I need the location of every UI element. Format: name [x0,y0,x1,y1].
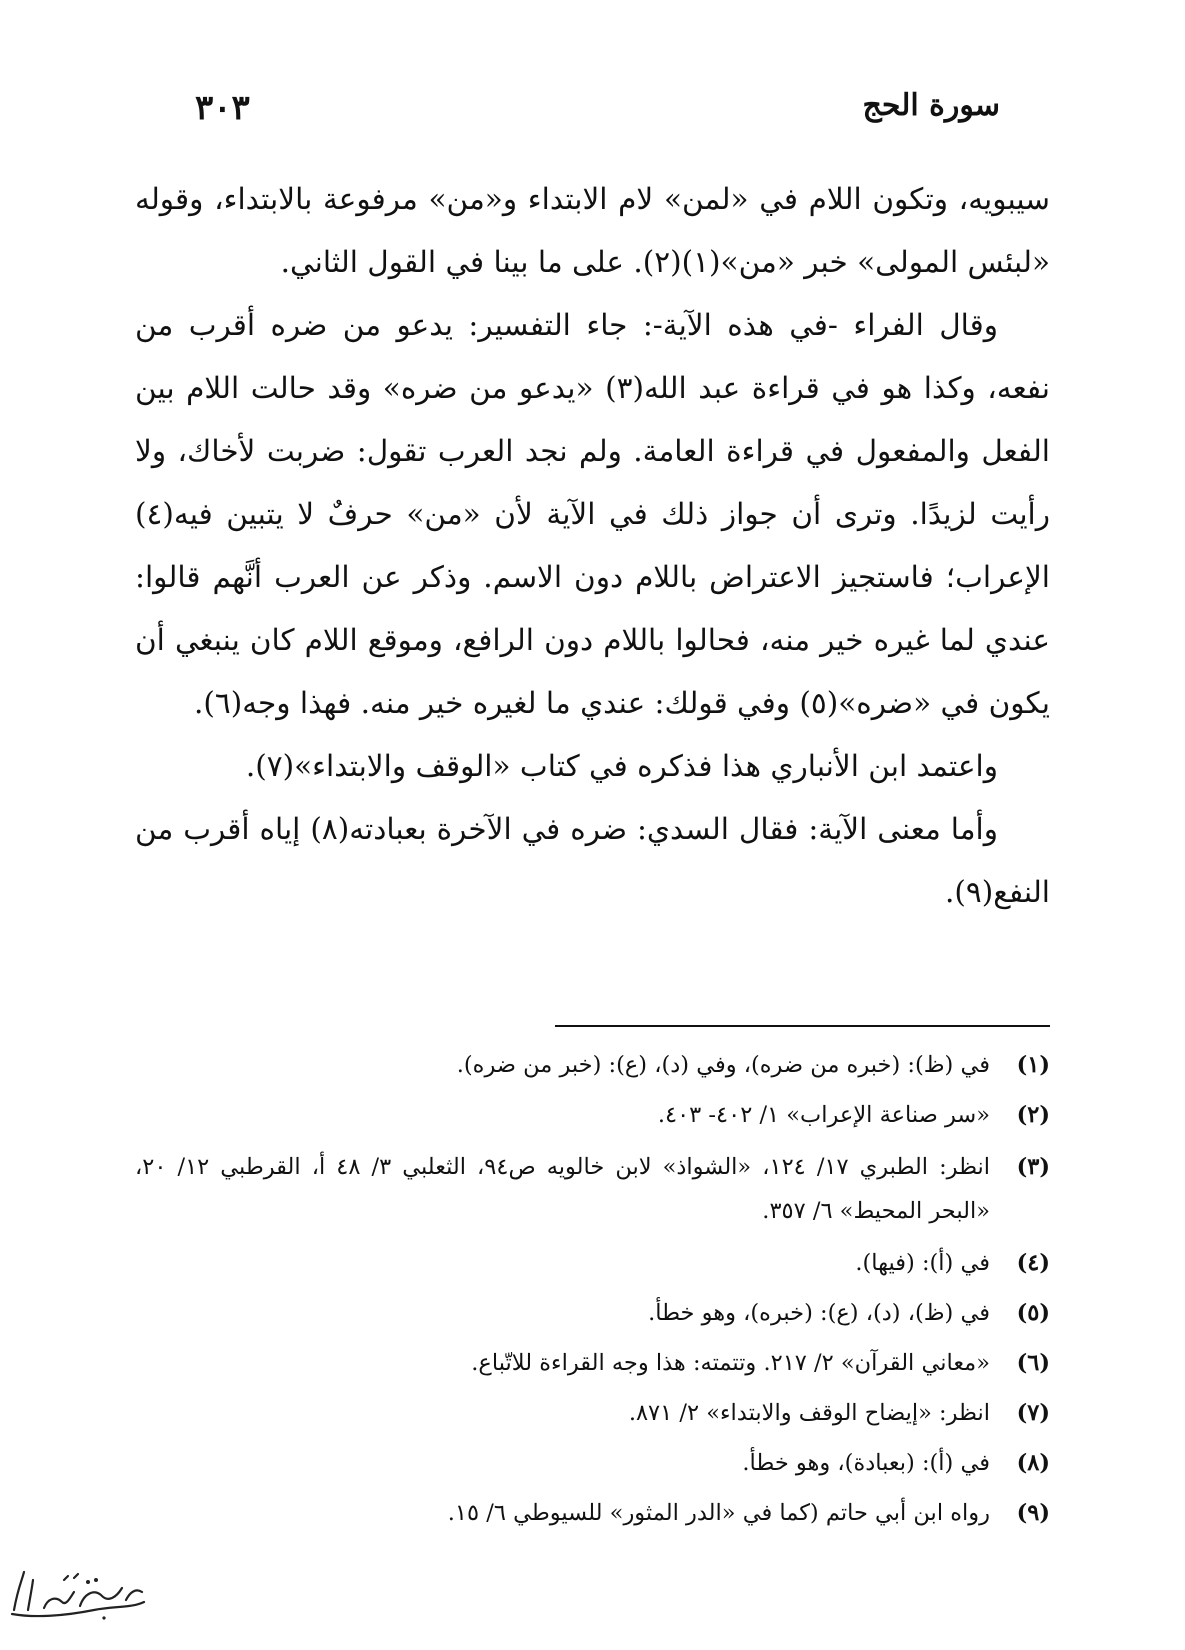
surah-title: سورة الحج [862,88,1000,123]
footnote-item [135,1343,1050,1383]
footnote-number: (٢) [1016,1102,1050,1128]
footnote-text: في (أ): (فيها). [855,1250,990,1276]
page-header [195,88,1000,138]
footnote-text: في (ظ): (خبره من ضره)، وفي (د)، (ع): (خبر من ضره). [456,1052,990,1078]
footnote-item [135,1145,1050,1233]
footnote-divider [555,1025,1050,1027]
page-number: ٣٠٣ [195,88,250,128]
footnote-item [135,1393,1050,1433]
footnote-text: انظر: الطبري ١٧/ ١٢٤، «الشواذ» لابن خالويه ص٩٤، الثعلبي ٣/ ٤٨ أ، القرطبي ١٢/ ٢٠، «البحر المحيط» ٦/ ٣٥٧. [135,1154,991,1224]
footnote-number: (٩) [1016,1500,1050,1526]
paragraph-2: وقال الفراء -في هذه الآية-: جاء التفسير: يدعو من ضره أقرب من نفعه، وكذا هو في قراءة عبد الله(٣) «يدعو من ضره» وقد حالت اللام بين الفعل والمفعول في قراءة العامة. ولم نجد العرب تقول: ضربت لأخاك، ولا رأيت لزيدًا. وترى أن جواز ذلك في الآية لأن «من» حرفٌ لا يتبين فيه(٤) الإعراب؛ فاستجيز الاعتراض باللام دون الاسم. وذكر عن العرب أنَّهم قالوا: عندي لما غيره خير منه، فحالوا باللام دون الرافع، وموقع اللام كان ينبغي أن يكون في «ضره»(٥) وفي قولك: عندي ما لغيره خير منه. فهذا وجه(٦). [135,308,1050,720]
footnote-number: (١) [1016,1052,1050,1078]
footnote-number: (٤) [1016,1250,1050,1276]
footnote-number: (٣) [1016,1154,1050,1180]
footnote-text: في (ظ)، (د)، (ع): (خبره)، وهو خطأ. [648,1300,990,1326]
footnote-number: (٦) [1016,1350,1050,1376]
footnote-text: رواه ابن أبي حاتم (كما في «الدر المثور» للسيوطي ٦/ ١٥. [447,1500,990,1526]
footnote-item [135,1443,1050,1483]
footnote-item [135,1293,1050,1333]
calligraphy-logo-icon [4,1558,154,1630]
footnote-number: (٥) [1016,1300,1050,1326]
footnote-number: (٧) [1016,1400,1050,1426]
footnote-number: (٨) [1016,1450,1050,1476]
paragraph-3: واعتمد ابن الأنباري هذا فذكره في كتاب «الوقف والابتداء»(٧). [245,749,998,783]
footnote-text: في (أ): (بعبادة)، وهو خطأ. [742,1450,990,1476]
footnote-item [135,1095,1050,1135]
footnotes [135,1045,1050,1543]
paragraph-1: سيبويه، وتكون اللام في «لمن» لام الابتداء و«من» مرفوعة بالابتداء، وقوله «لبئس المولى» خبر «من»(١)(٢). على ما بينا في القول الثاني. [135,182,1050,279]
footnote-item [135,1493,1050,1533]
footnote-text: «سر صناعة الإعراب» ١/ ٤٠٢- ٤٠٣. [657,1102,990,1128]
paragraph-4: وأما معنى الآية: فقال السدي: ضره في الآخرة بعبادته(٨) إياه أقرب من النفع(٩). [135,812,1050,909]
footnote-text: «معاني القرآن» ٢/ ٢١٧. وتتمته: هذا وجه القراءة للاتّباع. [471,1350,990,1376]
main-text [135,168,1050,924]
footnote-text: انظر: «إيضاح الوقف والابتداء» ٢/ ٨٧١. [628,1400,990,1426]
footnote-item [135,1243,1050,1283]
footnote-item [135,1045,1050,1085]
